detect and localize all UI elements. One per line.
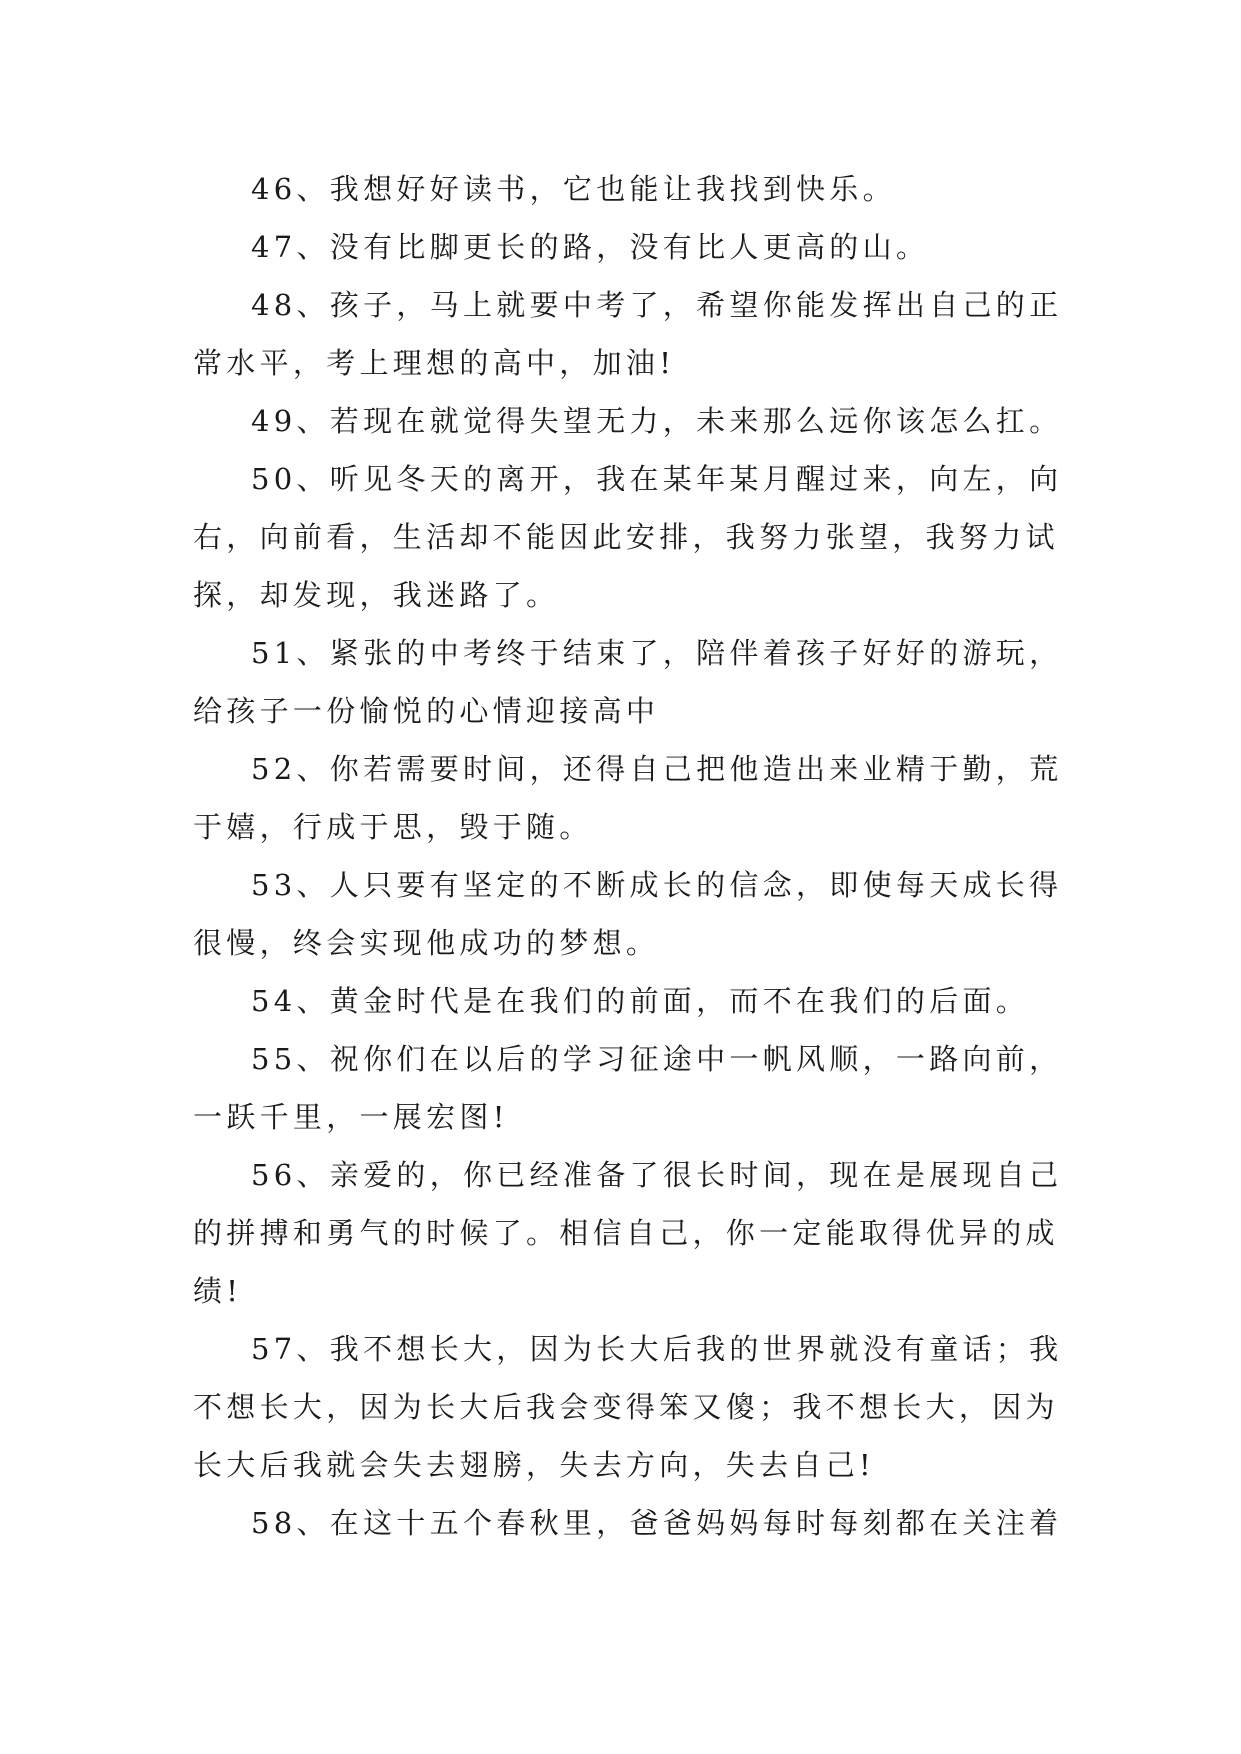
paragraph-52: 52、你若需要时间，还得自己把他造出来业精于勤，荒于嬉，行成于思，毁于随。 [193, 752, 1063, 844]
document-body [193, 160, 1063, 1552]
paragraph-50: 50、听见冬天的离开，我在某年某月醒过来，向左，向右，向前看，生活却不能因此安排，我努力张望，我努力试探，却发现，我迷路了。 [193, 462, 1063, 612]
paragraph-48: 48、孩子，马上就要中考了，希望你能发挥出自己的正常水平，考上理想的高中，加油! [193, 288, 1063, 380]
paragraph-53: 53、人只要有坚定的不断成长的信念，即使每天成长得很慢，终会实现他成功的梦想。 [193, 868, 1063, 960]
paragraph-47: 47、没有比脚更长的路，没有比人更高的山。 [251, 230, 930, 264]
paragraph-54: 54、黄金时代是在我们的前面，而不在我们的后面。 [251, 984, 1030, 1018]
paragraph-56: 56、亲爱的，你已经准备了很长时间，现在是展现自己的拼搏和勇气的时候了。相信自己，你一定能取得优异的成绩! [193, 1158, 1063, 1308]
paragraph-46: 46、我想好好读书，它也能让我找到快乐。 [251, 172, 896, 206]
paragraph-55: 55、祝你们在以后的学习征途中一帆风顺，一路向前，一跃千里，一展宏图! [193, 1042, 1063, 1134]
paragraph-49: 49、若现在就觉得失望无力，未来那么远你该怎么扛。 [251, 404, 1063, 438]
paragraph-58: 58、在这十五个春秋里，爸爸妈妈每时每刻都在关注着 [251, 1506, 1063, 1540]
paragraph-57: 57、我不想长大，因为长大后我的世界就没有童话；我不想长大，因为长大后我会变得笨又傻；我不想长大，因为长大后我就会失去翅膀，失去方向，失去自己! [193, 1332, 1063, 1482]
paragraph-51: 51、紧张的中考终于结束了，陪伴着孩子好好的游玩，给孩子一份愉悦的心情迎接高中 [193, 636, 1063, 728]
